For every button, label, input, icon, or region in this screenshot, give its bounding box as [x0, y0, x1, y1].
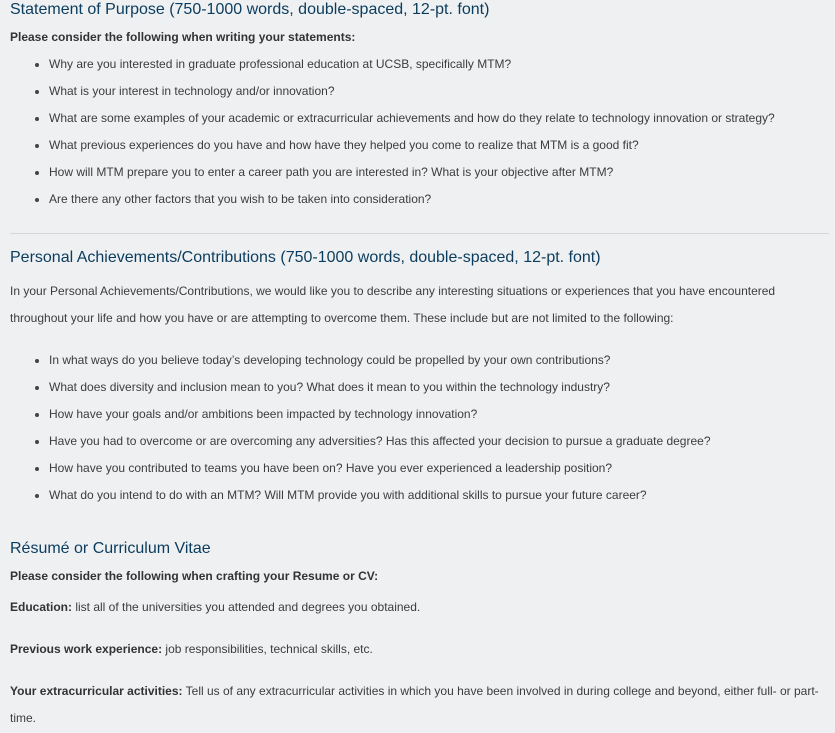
resume-extracurricular [10, 678, 829, 732]
resume-work-text: job responsibilities, technical skills, etc. [162, 642, 373, 656]
list-item: Have you had to overcome or are overcoming any adversities? Has this affected your decision to pursue a graduate degree? [10, 428, 829, 455]
statement-of-purpose-section [10, 0, 829, 213]
list-item: What is your interest in technology and/or innovation? [10, 78, 829, 105]
resume-education-text: list all of the universities you attended and degrees you obtained. [72, 600, 421, 614]
list-item: Why are you interested in graduate professional education at UCSB, specifically MTM? [10, 51, 829, 78]
list-item: In what ways do you believe today’s developing technology could be propelled by your own contributions? [10, 347, 829, 374]
list-item: What previous experiences do you have and how have they helped you come to realize that MTM is a good fit? [10, 132, 829, 159]
list-item: How have your goals and/or ambitions been impacted by technology innovation? [10, 401, 829, 428]
list-item: How have you contributed to teams you have been on? Have you ever experienced a leadership position? [10, 455, 829, 482]
resume-lead: Please consider the following when crafting your Resume or CV: [10, 569, 379, 583]
resume-education [10, 594, 829, 621]
list-item: What does diversity and inclusion mean to you? What does it mean to you within the technology industry? [10, 374, 829, 401]
resume-heading: Résumé or Curriculum Vitae [10, 540, 211, 557]
statement-of-purpose-lead: Please consider the following when writing your statements: [10, 30, 356, 44]
resume-work-label: Previous work experience: [10, 642, 163, 656]
resume-education-label: Education: [10, 600, 72, 614]
resume-extracurricular-label: Your extracurricular activities: [10, 684, 183, 698]
list-item: What are some examples of your academic or extracurricular achievements and how do they relate to technology innovation or strategy? [10, 105, 829, 132]
personal-achievements-intro: In your Personal Achievements/Contributions, we would like you to describe any interesting situations or experiences that you have encountered throughout your life and how you have or are attempting to overcome them. These include but are not limited to the following: [10, 284, 776, 325]
list-item: How will MTM prepare you to enter a career path you are interested in? What is your objective after MTM? [10, 159, 829, 186]
list-item: Are there any other factors that you wish to be taken into consideration? [10, 186, 829, 213]
resume-work-experience [10, 636, 829, 663]
section-divider [10, 233, 829, 234]
statement-of-purpose-heading: Statement of Purpose (750-1000 words, double-spaced, 12-pt. font) [10, 1, 490, 18]
personal-achievements-heading: Personal Achievements/Contributions (750-1000 words, double-spaced, 12-pt. font) [10, 249, 601, 266]
resume-extracurricular-text: Tell us of any extracurricular activities in which you have been involved in during college and beyond, either full- or part-time. [10, 684, 819, 725]
personal-achievements-list [10, 347, 829, 509]
resume-section [10, 539, 829, 584]
list-item: What do you intend to do with an MTM? Will MTM provide you with additional skills to pursue your future career? [10, 482, 829, 509]
personal-achievements-section [10, 248, 829, 509]
statement-of-purpose-list [10, 51, 829, 213]
